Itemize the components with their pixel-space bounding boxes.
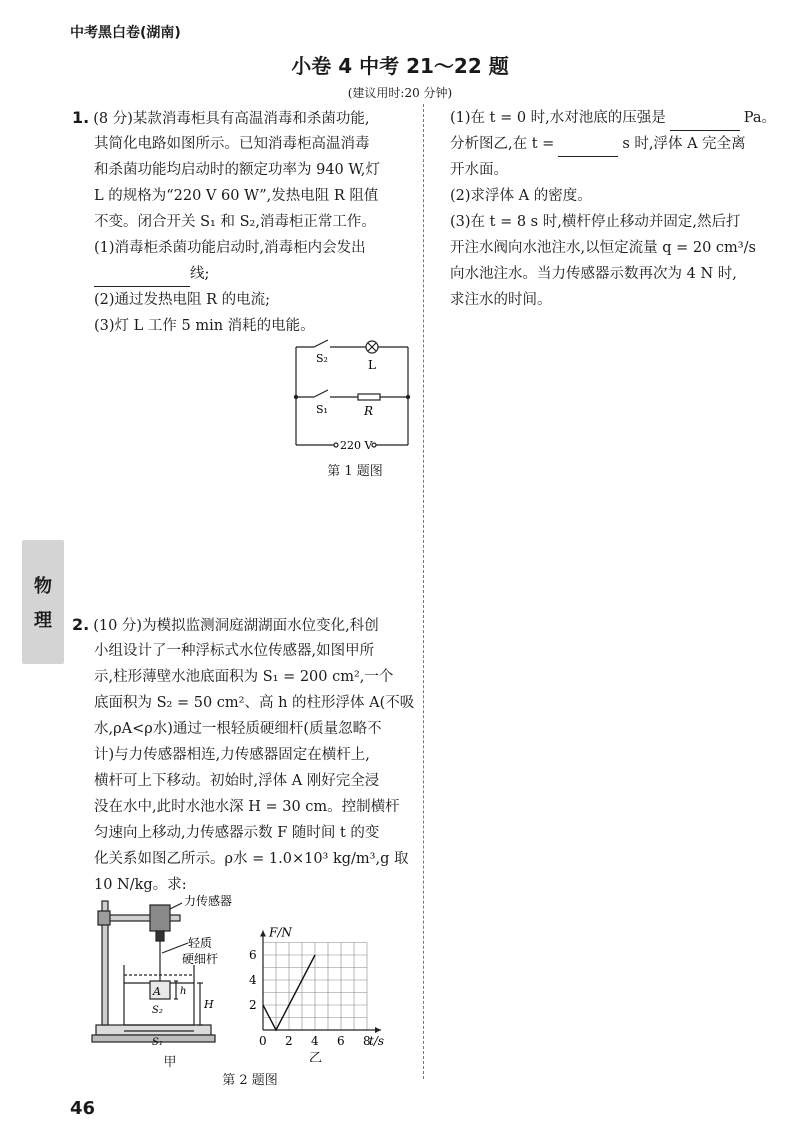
page-title: 小卷 4 中考 21～22 题 (291, 54, 509, 78)
y-axis-label: F/N (269, 925, 292, 940)
figure-jia-caption: 甲 (163, 1055, 177, 1070)
q2-line: 10 N/kg。求: (94, 877, 187, 893)
q1-line: (1)消毒柜杀菌功能启动时,消毒柜内会发出 (94, 240, 366, 256)
rod-label-line1: 轻质 (188, 936, 213, 950)
depth-H-label: H (204, 998, 214, 1011)
resistor-label: R (364, 404, 374, 418)
q2-line: 小组设计了一种浮标式水位传感器,如图甲所 (94, 643, 375, 659)
suggested-time: (建议用时:20 分钟) (347, 86, 453, 100)
answer-blank-pressure[interactable] (670, 112, 740, 131)
q2-line: 化关系如图乙所示。ρ水 = 1.0×10³ kg/m³,g 取 (94, 851, 409, 867)
y-axis-arrow (260, 931, 266, 937)
answer-blank-time[interactable] (558, 138, 618, 157)
subject-tab (22, 540, 64, 664)
q2-right-line: 分析图乙,在 t = (450, 136, 555, 152)
q1-line: (2)通过发热电阻 R 的电流; (94, 292, 271, 308)
q2-line: (10 分)为模拟监测洞庭湖湖面水位变化,科创 (93, 618, 379, 634)
column-divider (423, 104, 424, 1079)
answer-blank[interactable] (94, 268, 190, 287)
unit-pa: Pa。 (743, 110, 777, 126)
q2-line: 匀速向上移动,力传感器示数 F 随时间 t 的变 (94, 825, 380, 841)
x-tick-label: 2 (285, 1034, 293, 1048)
rod-label-line2: 硬细杆 (182, 952, 219, 966)
q2-line: 横杆可上下移动。初始时,浮体 A 刚好完全浸 (94, 773, 380, 789)
area-s1-label: S₁ (152, 1037, 163, 1048)
q2-right-line: s 时,浮体 A 完全离 (622, 136, 746, 152)
question-1 (72, 105, 417, 339)
lamp-label: L (368, 358, 376, 372)
sensor-label: 力传感器 (184, 894, 233, 908)
figure-2-caption: 第 2 题图 (222, 1073, 278, 1088)
q1-line: (3)灯 L 工作 5 min 消耗的电能。 (94, 318, 315, 334)
q1-line: 和杀菌功能均启动时的额定功率为 940 W,灯 (94, 162, 380, 178)
y-tick-label: 2 (249, 998, 257, 1012)
q2-right-line: (2)求浮体 A 的密度。 (450, 188, 592, 204)
switch-s2-label: S₂ (316, 352, 328, 365)
x-tick-label: 0 (259, 1034, 267, 1048)
page-number: 46 (70, 1098, 96, 1119)
q1-line: 线; (190, 266, 210, 282)
apparatus-diagram (90, 893, 255, 1053)
x-axis-arrow (375, 1027, 381, 1033)
q2-right-line: 开注水阀向水池注水,以恒定流量 q = 20 cm³/s (450, 240, 756, 256)
q2-line: 水,ρA<ρ水)通过一根轻质硬细杆(质量忽略不 (94, 721, 382, 737)
question-2 (72, 612, 417, 898)
question-2-subquestions (450, 105, 775, 313)
question-number: 1. (72, 108, 90, 127)
q2-right-line: (3)在 t = 8 s 时,横杆停止移动并固定,然后打 (450, 214, 741, 230)
subject-char: 理 (34, 610, 52, 631)
force-time-chart (245, 912, 420, 1062)
x-tick-label: 4 (311, 1034, 319, 1048)
y-tick-label: 4 (249, 973, 257, 987)
q2-line: 计)与力传感器相连,力传感器固定在横杆上, (94, 747, 370, 763)
q1-line: (8 分)某款消毒柜具有高温消毒和杀菌功能, (93, 111, 370, 127)
q1-line: 其简化电路如图所示。已知消毒柜高温消毒 (94, 136, 370, 152)
q2-right-line: 开水面。 (450, 162, 508, 178)
q2-right-line: 求注水的时间。 (450, 292, 552, 308)
y-tick-label: 6 (249, 948, 257, 962)
q1-line: L 的规格为“220 V 60 W”,发热电阻 R 阻值 (94, 188, 379, 204)
q2-line: 示,柱形薄壁水池底面积为 S₁ = 200 cm²,一个 (94, 669, 394, 685)
question-number: 2. (72, 615, 90, 634)
q2-line: 没在水中,此时水池水深 H = 30 cm。控制横杆 (94, 799, 400, 815)
figure-yi-caption: 乙 (309, 1051, 323, 1062)
q2-line: 底面积为 S₂ = 50 cm²、高 h 的柱形浮体 A(不吸 (94, 695, 415, 711)
q2-right-line: 向水池注水。当力传感器示数再次为 4 N 时, (450, 266, 737, 282)
x-tick-label: 6 (337, 1034, 345, 1048)
q2-right-line: (1)在 t = 0 时,水对池底的压强是 (450, 110, 666, 126)
height-h-label: h (180, 986, 187, 997)
book-title: 中考黑白卷(湖南) (70, 25, 181, 41)
switch-s1-label: S₁ (316, 403, 328, 416)
subject-char: 物 (34, 576, 52, 597)
voltage-label: 220 V (340, 439, 373, 452)
float-a-label: A (153, 985, 161, 998)
q1-line: 不变。闭合开关 S₁ 和 S₂,消毒柜正常工作。 (94, 214, 376, 230)
figure-1-caption: 第 1 题图 (327, 464, 383, 479)
x-axis-label: t/s (369, 1034, 385, 1048)
x-tick-label: 8 (363, 1034, 371, 1048)
area-s2-label: S₂ (152, 1005, 163, 1016)
